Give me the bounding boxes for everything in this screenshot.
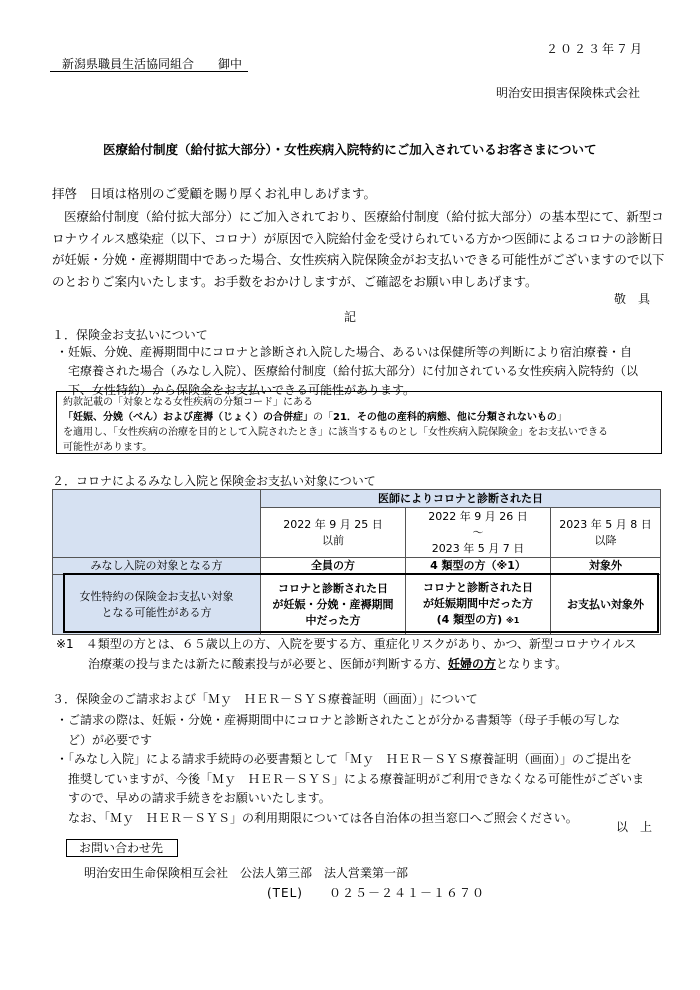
table-cell: お支払い対象外 bbox=[551, 575, 661, 635]
header-line: 2022 年 9 月 26 日 bbox=[428, 509, 528, 523]
contact-organization: 明治安田生命保険相互会社 公法人第三部 法人営業第一部 bbox=[84, 866, 409, 880]
section1-line: 宅療養された場合（みなし入院）、医療給付制度（給付拡大部分）に付加されている女性疾病入院特約（以 bbox=[68, 364, 639, 378]
table-cell: 全員の方 bbox=[261, 558, 406, 575]
section1-line: 下、女性特約）から保険金をお支払いできる可能性があります。 bbox=[68, 383, 416, 397]
label-line: となる可能性がある方 bbox=[101, 605, 212, 619]
intro-line: が妊娠・分娩・産褥期間中であった場合、女性疾病入院保険金がお支払いできる可能性がございますので以下 bbox=[52, 252, 665, 268]
section3-body bbox=[56, 711, 666, 828]
closing-ijo: 以 上 bbox=[616, 820, 653, 834]
footnote-line: ※1 ４類型の方とは、６５歳以上の方、入院を要する方、重症化リスクがあり、かつ、新型コロナウイルス bbox=[56, 637, 637, 651]
cell-line: 中だった方 bbox=[305, 613, 361, 627]
table-col-header bbox=[261, 508, 406, 558]
section3-line: ど）が必要です bbox=[68, 732, 153, 747]
note-line bbox=[63, 410, 655, 425]
table-cell: 対象外 bbox=[551, 558, 661, 575]
addressee-underline bbox=[50, 71, 248, 72]
section1-heading: １．保険金お支払いについて bbox=[52, 328, 208, 342]
ki-mark: 記 bbox=[344, 310, 357, 324]
header-line: 以前 bbox=[322, 533, 344, 547]
note-text: の「 bbox=[313, 412, 333, 423]
closing-keigu: 敬 具 bbox=[614, 292, 651, 306]
footnote bbox=[56, 634, 676, 674]
footnote-emphasis: 妊婦の方 bbox=[448, 657, 497, 671]
label-line: 女性特約の保険金お支払い対象 bbox=[79, 589, 234, 603]
header-line: ～ bbox=[472, 525, 484, 539]
cell-line bbox=[406, 612, 550, 629]
policy-note-box bbox=[56, 391, 662, 454]
intro-paragraph bbox=[52, 206, 665, 292]
section1-line: ・妊娠、分娩、産褥期間中にコロナと診断され入院した場合、あるいは保健所等の判断により宿泊療養・自 bbox=[56, 345, 633, 359]
cell-line: コロナと診断された日 bbox=[423, 581, 533, 594]
section3-line: なお、「Ｍｙ ＨＥＲ－ＳＹＳ」の利用期限については各自治体の担当窓口へご照会ください。 bbox=[68, 810, 578, 825]
section2-heading: ２．コロナによるみなし入院と保険金お支払い対象について bbox=[52, 474, 376, 488]
header-line: 2022 年 9 月 25 日 bbox=[283, 517, 383, 531]
table-corner bbox=[53, 490, 261, 558]
contact-phone: (TEL) ０２５－２４１－１６７０ bbox=[267, 886, 485, 900]
table-group-header: 医師によりコロナと診断された日 bbox=[261, 490, 661, 508]
cell-line: コロナと診断された日 bbox=[278, 581, 388, 595]
note-line: を適用し、「女性疾病の治療を目的として入院されたとき」に該当するものとし「女性疾病入院保険金」をお支払いできる bbox=[63, 427, 608, 438]
row-label: みなし入院の対象となる方 bbox=[53, 558, 261, 575]
intro-line: ロナウイルス感染症（以下、コロナ）が原因で入院給付金を受けられている方かつ医師によるコロナの診断日 bbox=[52, 230, 664, 246]
section3-heading: ３．保険金のご請求および「Ｍｙ ＨＥＲ－ＳＹＳ療養証明（画面）」について bbox=[52, 692, 478, 706]
table-col-header bbox=[551, 508, 661, 558]
note-bold: 21．その他の産科的病態、他に分類されないもの bbox=[333, 412, 557, 423]
contact-label-box: お問い合わせ先 bbox=[66, 839, 178, 857]
note-line: 約款記載の「対象となる女性疾病の分類コード」にある bbox=[63, 397, 313, 408]
cell-text: (4 類型の方) bbox=[436, 613, 503, 626]
cell-line: が妊娠・分娩・産褥期間 bbox=[272, 597, 394, 611]
footnote-line bbox=[56, 654, 676, 674]
footnote-text: 治療薬の投与または新たに酸素投与が必要と、医師が判断する方、 bbox=[88, 657, 449, 671]
header-line: 2023 年 5 月 7 日 bbox=[431, 541, 525, 555]
intro-line: のとおりご案内いたします。お手数をおかけしますが、ご確認をお願い申しあげます。 bbox=[52, 273, 538, 289]
table-col-header bbox=[406, 508, 551, 558]
note-text: 」 bbox=[556, 412, 567, 423]
document-title: 医療給付制度（給付拡大部分）・女性疾病入院特約にご加入されているお客さまについて bbox=[103, 142, 597, 157]
footnote-text: となります。 bbox=[496, 657, 568, 671]
coverage-table bbox=[52, 489, 661, 635]
table-cell bbox=[261, 575, 406, 635]
table-cell bbox=[406, 575, 551, 635]
greeting: 拝啓 日頃は格別のご愛顧を賜り厚くお礼申しあげます。 bbox=[52, 186, 377, 201]
section3-line: ・ご請求の際は、妊娠・分娩・産褥期間中にコロナと診断されたことが分かる書類等（母子手帳の写しな bbox=[56, 713, 621, 727]
note-line: 可能性があります。 bbox=[63, 442, 153, 453]
footnote-ref: ※1 bbox=[506, 616, 520, 625]
section3-line: ・「みなし入院」による請求手続時の必要書類として「Ｍｙ ＨＥＲ－ＳＹＳ療養証明（画面）」のご提出を bbox=[56, 752, 633, 766]
row-label bbox=[53, 575, 261, 635]
table-cell: 4 類型の方（※1） bbox=[406, 558, 551, 575]
section3-line: 推奨していますが、今後「Ｍｙ ＨＥＲ－ＳＹＳ」による療養証明がご利用できなくなる可能性がございま bbox=[68, 771, 645, 786]
cell-line: が妊娠期間中だった方 bbox=[423, 597, 533, 610]
intro-line: 医療給付制度（給付拡大部分）にご加入されており、医療給付制度（給付拡大部分）の基本型にて、新型コ bbox=[64, 209, 664, 224]
section3-line: すので、早めの請求手続きをお願いいたします。 bbox=[68, 791, 331, 805]
addressee: 新潟県職員生活協同組合 御中 bbox=[62, 57, 243, 71]
header-line: 以降 bbox=[594, 533, 617, 547]
note-bold: 「妊娠、分娩（べん）および産褥（じょく）の合併症」 bbox=[63, 412, 313, 423]
sender-company: 明治安田損害保険株式会社 bbox=[496, 86, 641, 100]
issue-date: ２０２３年７月 bbox=[546, 42, 645, 56]
header-line: 2023 年 5 月 8 日 bbox=[559, 517, 652, 531]
